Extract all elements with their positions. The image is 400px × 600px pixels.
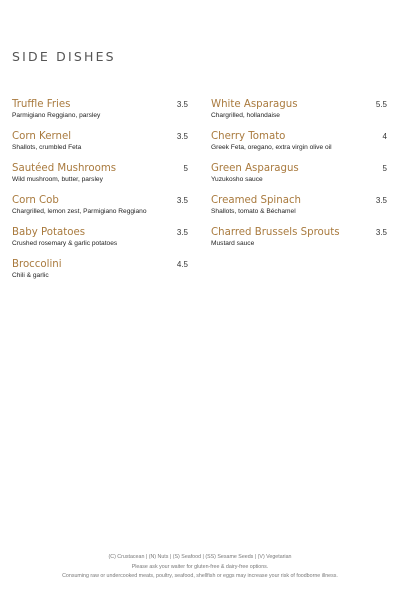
menu-item <box>211 162 387 194</box>
menu-item <box>211 226 387 258</box>
item-price: 5 <box>183 164 188 173</box>
raw-food-warning: Consuming raw or undercooked meats, poultry, seafood, shellfish or eggs may increase your risk of foodborne illness. <box>62 573 338 580</box>
item-description: Crushed rosemary & garlic potatoes <box>12 240 118 247</box>
item-description: Parmigiano Reggiano, parsley <box>12 112 101 119</box>
item-price: 4.5 <box>176 260 188 269</box>
item-description: Greek Feta, oregano, extra virgin olive oil <box>211 144 332 151</box>
left-column <box>12 98 188 290</box>
item-description: Chargrilled, lemon zest, Parmigiano Reggiano <box>12 208 147 215</box>
menu-item <box>211 98 387 130</box>
item-description: Yuzukosho sauce <box>211 176 263 183</box>
menu-item <box>211 194 387 226</box>
item-name: Cherry Tomato <box>211 131 286 142</box>
menu-item <box>12 162 188 194</box>
item-price: 3.5 <box>176 196 188 205</box>
menu-item <box>12 130 188 162</box>
item-name: Sautéed Mushrooms <box>12 163 117 174</box>
menu-item <box>12 226 188 258</box>
allergen-legend: (C) Crustacean | (N) Nuts | (S) Seafood | (SS) Sesame Seeds | (V) Vegetarian <box>108 554 292 560</box>
menu-item <box>211 130 387 162</box>
item-description: Wild mushroom, butter, parsley <box>12 176 103 183</box>
item-description: Mustard sauce <box>211 240 255 247</box>
item-name: Corn Cob <box>12 195 59 206</box>
item-price: 3.5 <box>176 132 188 141</box>
allergy-note: Please ask your waiter for gluten-free & dairy-free options. <box>131 563 269 570</box>
item-price: 3.5 <box>375 228 387 237</box>
item-description: Shallots, tomato & Béchamel <box>211 208 296 215</box>
menu-item <box>12 258 188 290</box>
menu-item <box>12 98 188 130</box>
item-name: Charred Brussels Sprouts <box>211 227 340 238</box>
item-price: 4 <box>382 132 387 141</box>
item-name: Green Asparagus <box>211 163 299 174</box>
section-title: SIDE DISHES <box>12 49 116 64</box>
item-price: 3.5 <box>375 196 387 205</box>
item-price: 3.5 <box>176 100 188 109</box>
item-description: Chili & garlic <box>12 272 49 279</box>
item-name: Creamed Spinach <box>211 195 302 206</box>
item-description: Shallots, crumbled Feta <box>12 144 82 151</box>
item-description: Chargrilled, hollandaise <box>211 112 280 119</box>
item-price: 5.5 <box>375 100 387 109</box>
item-name: White Asparagus <box>211 99 298 110</box>
item-name: Broccolini <box>12 259 62 270</box>
item-name: Truffle Fries <box>12 99 71 110</box>
item-price: 3.5 <box>176 228 188 237</box>
right-column <box>211 98 387 258</box>
item-name: Corn Kernel <box>12 131 72 142</box>
menu-item <box>12 194 188 226</box>
item-name: Baby Potatoes <box>12 227 86 238</box>
item-price: 5 <box>382 164 387 173</box>
footer <box>0 553 400 582</box>
